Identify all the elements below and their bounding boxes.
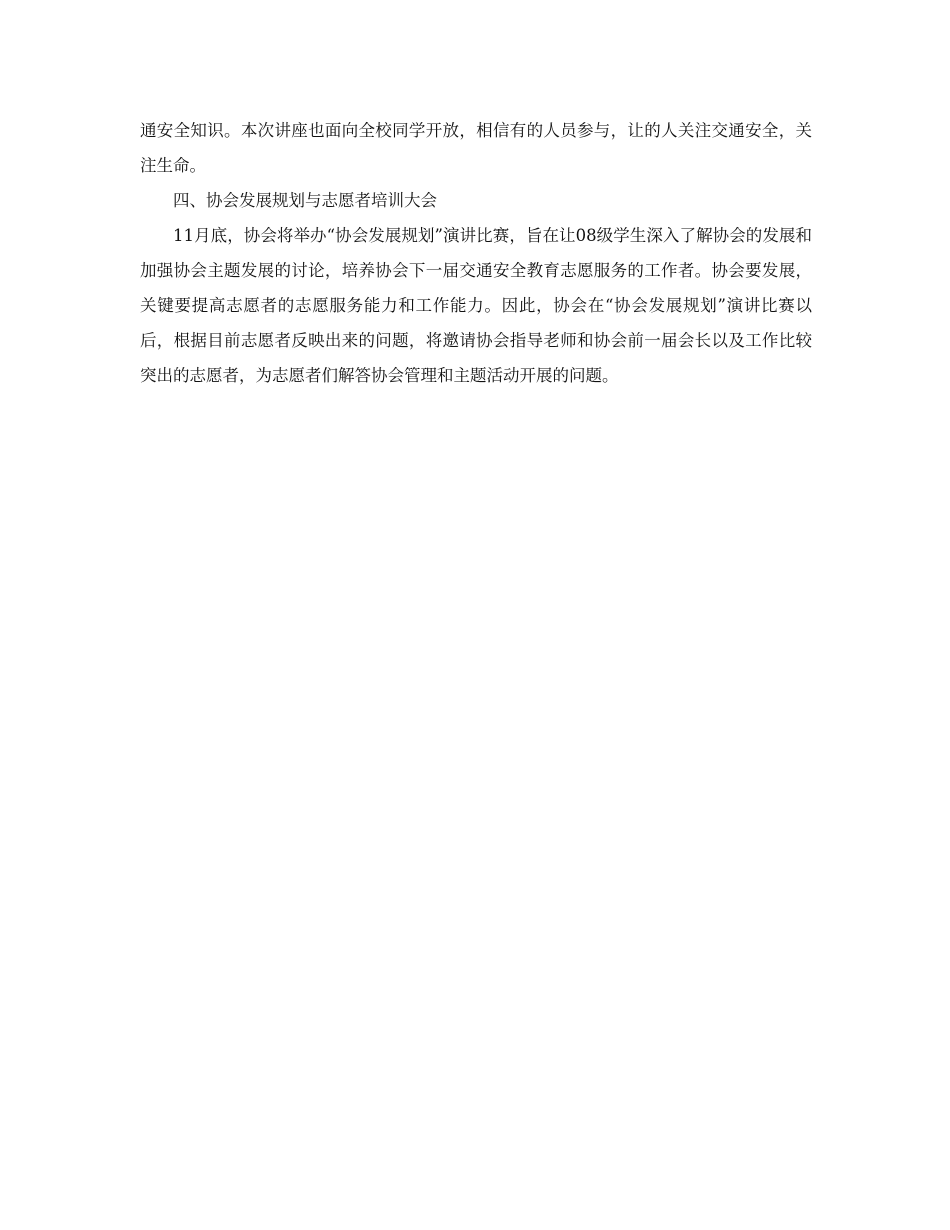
- continued-paragraph: 通安全知识。本次讲座也面向全校同学开放，相信有的人员参与，让的人关注交通安全，关注生命。: [140, 121, 812, 175]
- section-body-paragraph: 11月底，协会将举办“协会发展规划”演讲比赛，旨在让08级学生深入了解协会的发展和加强协会主题发展的讨论，培养协会下一届交通安全教育志愿服务的工作者。协会要发展，关键要提高志愿者的志愿服务能力和工作能力。因此，协会在“协会发展规划”演讲比赛以后，根据目前志愿者反映出来的问题，将邀请协会指导老师和协会前一届会长以及工作比较突出的志愿者，为志愿者们解答协会管理和主题活动开展的问题。: [140, 226, 812, 385]
- section-heading: 四、协会发展规划与志愿者培训大会: [173, 191, 437, 210]
- document-body: [140, 113, 812, 393]
